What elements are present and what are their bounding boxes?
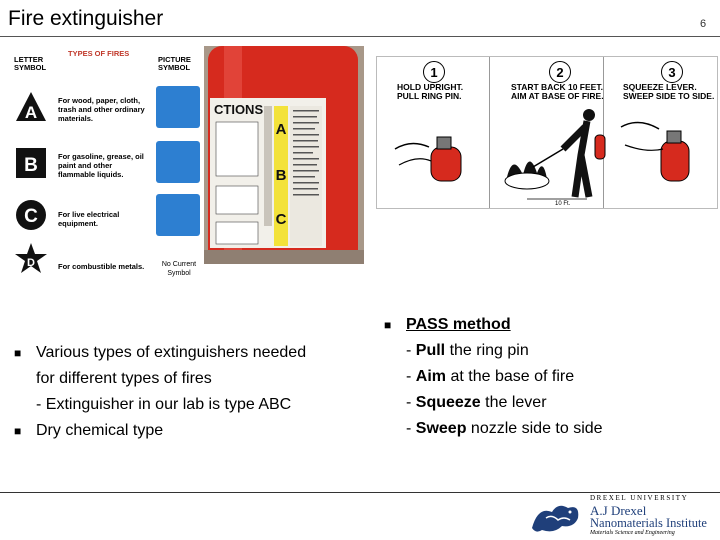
bullet-text-line2: for different types of fires xyxy=(36,370,212,387)
class-b-square-icon xyxy=(14,146,48,180)
class-c-picture-icon xyxy=(156,194,200,236)
pass-item-rest: the ring pin xyxy=(445,342,529,359)
slide-title: Fire extinguisher xyxy=(8,7,164,30)
pass-step-1-number: 1 xyxy=(423,61,445,83)
bullet-subitem-abc: - Extinguisher in our lab is type ABC xyxy=(36,396,292,413)
pass-step-2-number: 2 xyxy=(549,61,571,83)
class-d-letter: D xyxy=(27,257,35,269)
logo-line2: Nanomaterials Institute xyxy=(590,516,707,530)
pass-item-sweep xyxy=(384,416,603,442)
no-current-symbol-label: No Current Symbol xyxy=(161,261,197,277)
pass-item-pull xyxy=(384,338,603,364)
pass-distance-label: 10 Ft. xyxy=(555,201,571,207)
pass-item-keyword: Sweep xyxy=(415,420,467,437)
logo-university: DREXEL UNIVERSITY xyxy=(590,494,689,502)
left-bullet-list xyxy=(14,340,306,444)
pass-item-prefix: - xyxy=(406,342,416,359)
bullet-text-dry-chemical: Dry chemical type xyxy=(36,422,164,439)
class-b-picture-icon xyxy=(156,141,200,183)
pass-item-keyword: Squeeze xyxy=(415,394,481,411)
pass-item-squeeze xyxy=(384,390,603,416)
right-bullet-list xyxy=(384,312,603,442)
logo-line1: A.J Drexel xyxy=(590,503,647,518)
logo-line3: Materials Science and Engineering xyxy=(590,530,675,536)
class-a-picture-icon xyxy=(156,86,200,128)
pass-step-3-text: SQUEEZE LEVER. SWEEP SIDE TO SIDE. xyxy=(623,82,715,101)
chart-header-letter: LETTER SYMBOL xyxy=(14,55,47,72)
class-a-triangle-icon xyxy=(14,90,48,124)
bullet-item-pass-method xyxy=(384,312,603,338)
pass-item-prefix: - xyxy=(406,368,416,385)
pass-item-keyword: Aim xyxy=(415,368,447,385)
class-c-text: For live electrical equipment. xyxy=(58,210,120,228)
photo-cautions-label: CTIONS xyxy=(214,102,264,117)
pass-instructions-image xyxy=(376,56,718,209)
class-d-text: For combustible metals. xyxy=(58,262,145,271)
pass-step-2-text: START BACK 10 FEET. AIM AT BASE OF FIRE. xyxy=(511,82,604,101)
fire-types-chart xyxy=(8,46,204,282)
bullet-square-icon: ■ xyxy=(14,424,22,438)
class-c-circle-icon xyxy=(14,198,48,232)
bullet-text-line1: Various types of extinguishers needed xyxy=(36,344,307,361)
class-a-text: For wood, paper, cloth, trash and other ordinary materials. xyxy=(58,96,145,123)
bullet-item-dry-chemical xyxy=(14,418,306,444)
photo-letter-c: C xyxy=(275,211,287,228)
class-a-letter: A xyxy=(24,103,38,122)
title-divider xyxy=(0,36,720,37)
chart-header-picture: PICTURE SYMBOL xyxy=(158,55,191,72)
page-number: 6 xyxy=(700,18,707,30)
photo-letter-a: A xyxy=(275,121,287,138)
dragon-logo-icon xyxy=(528,498,584,536)
bullet-square-icon: ■ xyxy=(14,346,22,360)
bullet-item-extinguisher-types xyxy=(14,340,306,366)
class-c-letter: C xyxy=(24,206,38,227)
pass-item-aim xyxy=(384,364,603,390)
pass-method-heading: PASS method xyxy=(406,316,511,333)
class-b-letter: B xyxy=(24,155,38,176)
pass-item-keyword: Pull xyxy=(415,342,446,359)
chart-header-types: TYPES OF FIRES xyxy=(68,49,130,58)
pass-item-prefix: - xyxy=(406,420,416,437)
pass-item-prefix: - xyxy=(406,394,416,411)
pass-illustrations xyxy=(377,57,717,208)
footer-divider xyxy=(0,492,720,493)
pass-step-1-text: HOLD UPRIGHT. PULL RING PIN. xyxy=(397,82,464,101)
pass-step-3-number: 3 xyxy=(661,61,683,83)
extinguisher-photo xyxy=(204,46,364,264)
drexel-nanomaterials-logo xyxy=(528,494,718,538)
class-d-star-icon xyxy=(14,242,48,276)
bullet-square-icon: ■ xyxy=(384,318,392,332)
extinguisher-illustration xyxy=(204,46,364,264)
photo-letter-b: B xyxy=(275,167,287,184)
class-b-text: For gasoline, grease, oil paint and other flammable liquids. xyxy=(58,152,144,179)
pass-item-rest: at the base of fire xyxy=(446,368,575,385)
pass-item-rest: nozzle side to side xyxy=(466,420,603,437)
pass-item-rest: the lever xyxy=(480,394,547,411)
